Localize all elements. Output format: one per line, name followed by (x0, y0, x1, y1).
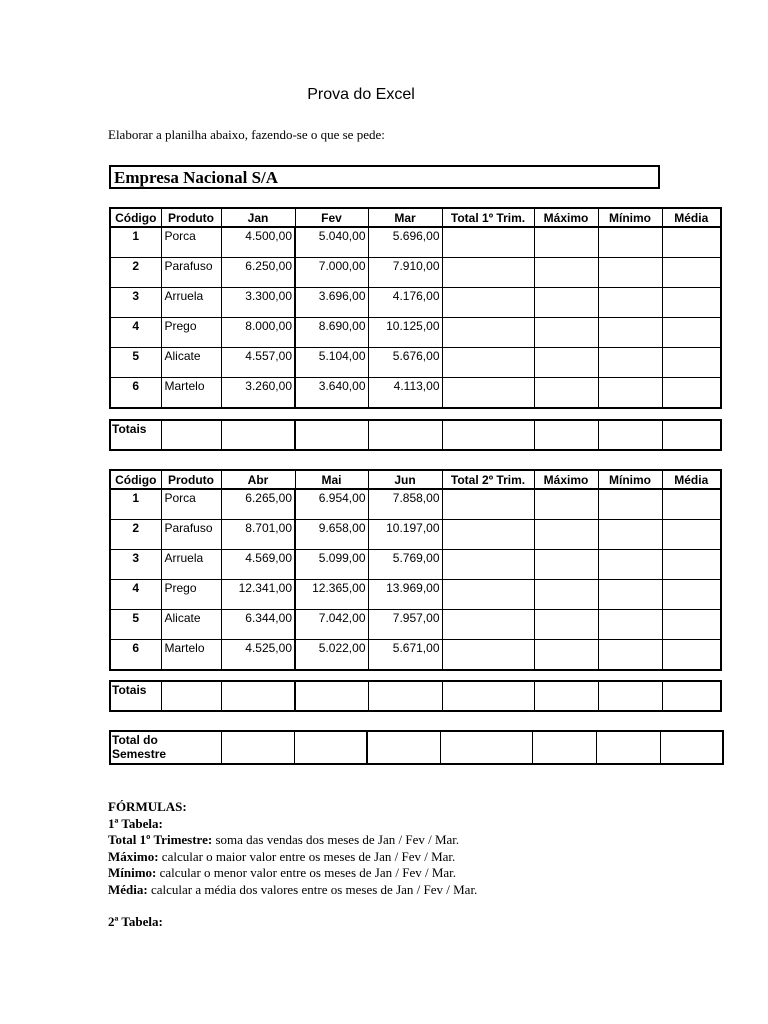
cell-month2: 7.042,00 (295, 610, 368, 640)
header-jun: Jun (368, 470, 442, 489)
totals-cell[interactable] (534, 420, 598, 450)
company-box (109, 165, 660, 189)
header-codigo: Código (110, 208, 161, 227)
formula-item (108, 865, 748, 882)
table-row (110, 550, 721, 580)
cell-month1: 3.300,00 (221, 288, 295, 318)
cell-month3: 4.176,00 (368, 288, 442, 318)
empty-formula-cell[interactable] (598, 288, 662, 318)
empty-formula-cell[interactable] (598, 580, 662, 610)
empty-formula-cell[interactable] (598, 258, 662, 288)
header-minimo: Mínimo (598, 470, 662, 489)
totals-cell[interactable] (442, 681, 534, 711)
quarter1-table (109, 207, 722, 409)
cell-codigo: 5 (110, 610, 161, 640)
empty-formula-cell[interactable] (442, 610, 534, 640)
cell-produto: Martelo (161, 378, 221, 409)
cell-codigo: 2 (110, 258, 161, 288)
cell-codigo: 3 (110, 550, 161, 580)
totals-cell[interactable] (368, 681, 442, 711)
cell-month2: 8.690,00 (295, 318, 368, 348)
cell-codigo: 3 (110, 288, 161, 318)
empty-formula-cell[interactable] (662, 520, 721, 550)
totals-label: Totais (110, 681, 161, 711)
header-mai: Mai (295, 470, 368, 489)
table-row (110, 610, 721, 640)
empty-formula-cell[interactable] (442, 580, 534, 610)
table-header-row (110, 208, 721, 227)
totals-cell[interactable] (221, 681, 295, 711)
table-row (110, 288, 721, 318)
header-maximo: Máximo (534, 208, 598, 227)
cell-produto: Porca (161, 227, 221, 258)
formula-desc: soma das vendas dos meses de Jan / Fev / Mar. (212, 832, 460, 847)
table-row (110, 520, 721, 550)
totals-cell[interactable] (598, 420, 662, 450)
semester-cell[interactable] (367, 731, 440, 764)
empty-formula-cell[interactable] (598, 348, 662, 378)
formula-desc: calcular o menor valor entre os meses de Jan / Fev / Mar. (156, 865, 457, 880)
quarter1-table-body (110, 227, 721, 408)
table-row (110, 227, 721, 258)
cell-produto: Martelo (161, 640, 221, 671)
empty-formula-cell[interactable] (442, 258, 534, 288)
totals-cell[interactable] (662, 420, 721, 450)
empty-formula-cell[interactable] (442, 378, 534, 409)
empty-formula-cell[interactable] (598, 378, 662, 409)
empty-formula-cell[interactable] (662, 550, 721, 580)
cell-month1: 6.344,00 (221, 610, 295, 640)
cell-produto: Arruela (161, 550, 221, 580)
empty-formula-cell[interactable] (598, 640, 662, 671)
totals-cell[interactable] (161, 681, 221, 711)
header-abr: Abr (221, 470, 295, 489)
cell-month2: 3.696,00 (295, 288, 368, 318)
header-codigo: Código (110, 470, 161, 489)
empty-formula-cell[interactable] (534, 640, 598, 671)
empty-formula-cell[interactable] (534, 550, 598, 580)
cell-month1: 6.265,00 (221, 489, 295, 520)
quarter2-totals-table (109, 680, 722, 712)
cell-month2: 5.022,00 (295, 640, 368, 671)
semester-cell[interactable] (660, 731, 723, 764)
cell-month2: 5.040,00 (295, 227, 368, 258)
cell-month1: 12.341,00 (221, 580, 295, 610)
header-media: Média (662, 470, 721, 489)
header-minimo: Mínimo (598, 208, 662, 227)
empty-formula-cell[interactable] (662, 580, 721, 610)
cell-produto: Parafuso (161, 520, 221, 550)
cell-produto: Arruela (161, 288, 221, 318)
cell-codigo: 4 (110, 580, 161, 610)
empty-formula-cell[interactable] (662, 640, 721, 671)
cell-month2: 5.099,00 (295, 550, 368, 580)
table-row (110, 580, 721, 610)
cell-month3: 7.910,00 (368, 258, 442, 288)
empty-formula-cell[interactable] (442, 288, 534, 318)
formula-term: Total 1º Trimestre: (108, 832, 213, 847)
header-jan: Jan (221, 208, 295, 227)
cell-month2: 9.658,00 (295, 520, 368, 550)
empty-formula-cell[interactable] (662, 258, 721, 288)
empty-formula-cell[interactable] (442, 227, 534, 258)
empty-formula-cell[interactable] (442, 640, 534, 671)
formula-item (108, 849, 748, 866)
cell-produto: Prego (161, 318, 221, 348)
totals-cell[interactable] (161, 420, 221, 450)
semester-label-line2: Semestre (112, 747, 167, 761)
cell-month1: 3.260,00 (221, 378, 295, 409)
empty-formula-cell[interactable] (442, 520, 534, 550)
empty-formula-cell[interactable] (598, 610, 662, 640)
cell-month1: 4.557,00 (221, 348, 295, 378)
cell-codigo: 4 (110, 318, 161, 348)
empty-formula-cell[interactable] (662, 288, 721, 318)
cell-month2: 12.365,00 (295, 580, 368, 610)
empty-formula-cell[interactable] (534, 378, 598, 409)
cell-month2: 3.640,00 (295, 378, 368, 409)
cell-month2: 6.954,00 (295, 489, 368, 520)
empty-formula-cell[interactable] (534, 258, 598, 288)
table1-formulas-heading: 1ª Tabela: (108, 815, 163, 831)
totals-cell[interactable] (295, 420, 368, 450)
quarter2-table (109, 469, 722, 671)
cell-codigo: 5 (110, 348, 161, 378)
formula-term: Média: (108, 881, 148, 897)
totals-cell[interactable] (295, 681, 368, 711)
totals-row (110, 420, 721, 450)
table2-formulas-heading: 2ª Tabela: (108, 914, 163, 929)
empty-formula-cell[interactable] (598, 550, 662, 580)
cell-month3: 5.671,00 (368, 640, 442, 671)
empty-formula-cell[interactable] (662, 378, 721, 409)
semester-total-table (109, 730, 724, 765)
cell-month2: 5.104,00 (295, 348, 368, 378)
formula-desc: calcular a média dos valores entre os meses de Jan / Fev / Mar. (147, 881, 478, 897)
header-produto: Produto (161, 208, 221, 227)
cell-month3: 13.969,00 (368, 580, 442, 610)
empty-formula-cell[interactable] (662, 227, 721, 258)
cell-month3: 7.957,00 (368, 610, 442, 640)
semester-cell[interactable] (294, 731, 367, 764)
cell-produto: Alicate (161, 348, 221, 378)
empty-formula-cell[interactable] (534, 520, 598, 550)
cell-codigo: 2 (110, 520, 161, 550)
formula-term: Mínimo: (108, 865, 157, 880)
formulas-section (108, 799, 748, 931)
semester-cell[interactable] (596, 731, 660, 764)
empty-formula-cell[interactable] (534, 489, 598, 520)
cell-produto: Parafuso (161, 258, 221, 288)
cell-month3: 5.769,00 (368, 550, 442, 580)
semester-total-row (110, 731, 723, 764)
empty-formula-cell[interactable] (442, 348, 534, 378)
company-name: Empresa Nacional S/A (114, 168, 279, 187)
semester-cell[interactable] (440, 731, 532, 764)
cell-month1: 4.569,00 (221, 550, 295, 580)
cell-month3: 10.197,00 (368, 520, 442, 550)
cell-codigo: 1 (110, 489, 161, 520)
quarter1-totals-table (109, 419, 722, 451)
empty-formula-cell[interactable] (662, 610, 721, 640)
cell-month3: 10.125,00 (368, 318, 442, 348)
cell-codigo: 1 (110, 227, 161, 258)
cell-month1: 4.500,00 (221, 227, 295, 258)
empty-formula-cell[interactable] (598, 489, 662, 520)
formula-term: Máximo: (108, 848, 159, 864)
totals-cell[interactable] (598, 681, 662, 711)
table-header-row (110, 470, 721, 489)
empty-formula-cell[interactable] (598, 227, 662, 258)
totals-cell[interactable] (368, 420, 442, 450)
totals-cell[interactable] (662, 681, 721, 711)
empty-formula-cell[interactable] (534, 610, 598, 640)
cell-month1: 8.701,00 (221, 520, 295, 550)
empty-formula-cell[interactable] (662, 318, 721, 348)
cell-month3: 4.113,00 (368, 378, 442, 409)
header-media: Média (662, 208, 721, 227)
intro-text: Elaborar a planilha abaixo, fazendo-se o que se pede: (108, 127, 385, 142)
formulas-heading: FÓRMULAS: (108, 799, 187, 814)
table-row (110, 378, 721, 409)
cell-produto: Porca (161, 489, 221, 520)
header-maximo: Máximo (534, 470, 598, 489)
header-fev: Fev (295, 208, 368, 227)
formula-desc: calcular o maior valor entre os meses de Jan / Fev / Mar. (158, 848, 456, 864)
empty-formula-cell[interactable] (442, 318, 534, 348)
empty-formula-cell[interactable] (534, 580, 598, 610)
table-row (110, 348, 721, 378)
cell-produto: Alicate (161, 610, 221, 640)
empty-formula-cell[interactable] (598, 520, 662, 550)
cell-month1: 6.250,00 (221, 258, 295, 288)
header-total-trim: Total 1º Trim. (442, 208, 534, 227)
cell-month3: 7.858,00 (368, 489, 442, 520)
cell-produto: Prego (161, 580, 221, 610)
cell-month1: 4.525,00 (221, 640, 295, 671)
cell-month2: 7.000,00 (295, 258, 368, 288)
empty-formula-cell[interactable] (534, 348, 598, 378)
cell-codigo: 6 (110, 378, 161, 409)
table-row (110, 258, 721, 288)
totals-row (110, 681, 721, 711)
cell-codigo: 6 (110, 640, 161, 671)
totals-cell[interactable] (534, 681, 598, 711)
cell-month3: 5.696,00 (368, 227, 442, 258)
totals-cell[interactable] (221, 420, 295, 450)
formula-item (108, 832, 748, 849)
empty-formula-cell[interactable] (442, 550, 534, 580)
cell-month3: 5.676,00 (368, 348, 442, 378)
header-produto: Produto (161, 470, 221, 489)
empty-formula-cell[interactable] (534, 227, 598, 258)
totals-cell[interactable] (442, 420, 534, 450)
header-total-trim: Total 2º Trim. (442, 470, 534, 489)
empty-formula-cell[interactable] (662, 348, 721, 378)
page-title: Prova do Excel (307, 86, 415, 103)
table-row (110, 640, 721, 671)
semester-total-label (110, 731, 221, 764)
table-row (110, 318, 721, 348)
empty-formula-cell[interactable] (442, 489, 534, 520)
header-mar: Mar (368, 208, 442, 227)
empty-formula-cell[interactable] (534, 318, 598, 348)
semester-cell[interactable] (532, 731, 596, 764)
totals-label: Totais (110, 420, 161, 450)
table-row (110, 489, 721, 520)
formula-item (108, 882, 748, 899)
empty-formula-cell[interactable] (534, 288, 598, 318)
empty-formula-cell[interactable] (598, 318, 662, 348)
empty-formula-cell[interactable] (662, 489, 721, 520)
semester-label-line1: Total do (112, 733, 158, 747)
semester-cell[interactable] (221, 731, 294, 764)
quarter2-table-body (110, 489, 721, 670)
cell-month1: 8.000,00 (221, 318, 295, 348)
